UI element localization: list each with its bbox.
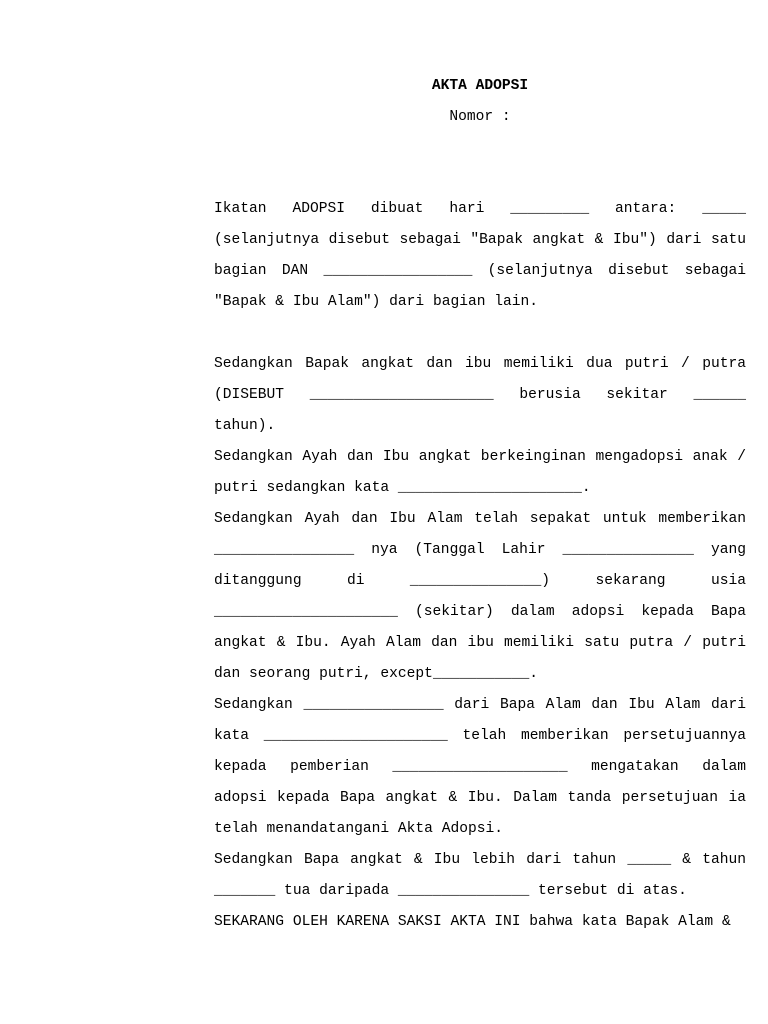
document-title-text: AKTA ADOPSI — [431, 78, 529, 94]
paragraph-consent: Sedangkan ________________ dari Bapa Alam dan Ibu Alam dari kata _____________________ telah memberikan persetujuannya kepada pemberian ____________________ mengatakan dalam adopsi kepada Bapa angkat & Ibu. Dalam tanda persetujuan ia telah menandatangani Akta Adopsi. — [214, 697, 755, 837]
document-body — [214, 194, 755, 938]
paragraph-adoption-wish: Sedangkan Ayah dan Ibu angkat berkeinginan mengadopsi anak / putri sedangkan kata _____________________. — [214, 449, 755, 496]
document-number-label: Nomor : — [449, 109, 511, 125]
paragraph-witness: SEKARANG OLEH KARENA SAKSI AKTA INI bahwa kata Bapak Alam & — [214, 914, 731, 930]
document-title — [214, 76, 746, 96]
paragraph-age-difference: Sedangkan Bapa angkat & Ibu lebih dari tahun _____ & tahun _______ tua daripada _______________ tersebut di atas. — [214, 852, 755, 899]
paragraph-adoption-parties: Ikatan ADOPSI dibuat hari _________ antara: _____ (selanjutnya disebut sebagai "Bapak angkat & Ibu") dari satu bagian DAN _________________ (selanjutnya disebut sebagai "Bapak & Ibu Alam") dari bagian lain. — [214, 201, 755, 310]
paragraph-adoptive-children: Sedangkan Bapak angkat dan ibu memiliki dua putri / putra (DISEBUT _____________________ berusia sekitar ______ tahun). — [214, 356, 755, 434]
paragraph-natural-parents-agreement: Sedangkan Ayah dan Ibu Alam telah sepakat untuk memberikan ________________ nya (Tanggal Lahir _______________ yang ditanggung di _______________) sekarang usia _____________________ (sekitar) dalam adopsi kepada Bapa angkat & Ibu. Ayah Alam dan ibu memiliki satu putra / putri dan seorang putri, except___________. — [214, 511, 755, 682]
